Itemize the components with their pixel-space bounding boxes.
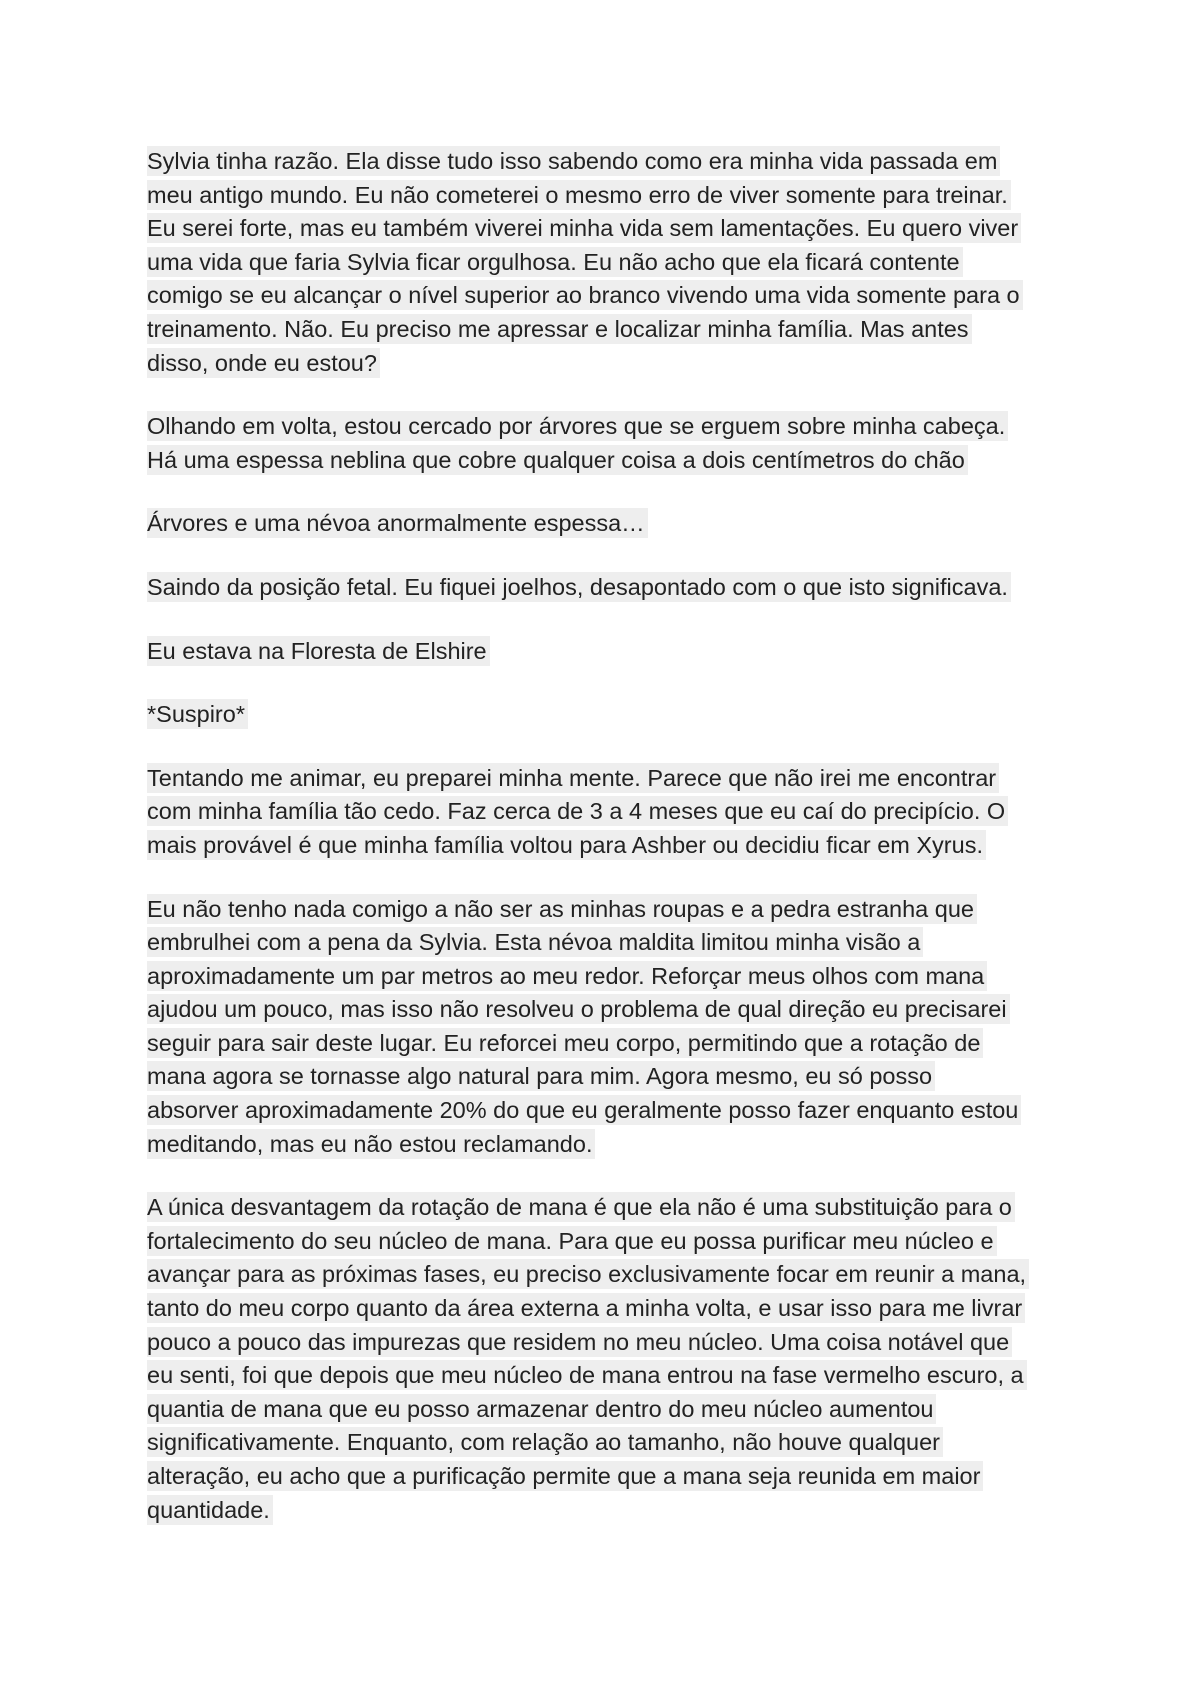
paragraph	[147, 410, 1067, 477]
text-line: Há uma espessa neblina que cobre qualquer coisa a dois centímetros do chão	[147, 445, 968, 475]
paragraph	[147, 1191, 1067, 1527]
paragraph	[147, 571, 1067, 605]
text-line: comigo se eu alcançar o nível superior ao branco vivendo uma vida somente para o	[147, 280, 1023, 310]
document-body	[147, 145, 1067, 1557]
text-line: alteração, eu acho que a purificação permite que a mana seja reunida em maior	[147, 1461, 983, 1491]
text-line: Eu serei forte, mas eu também viverei minha vida sem lamentações. Eu quero viver	[147, 213, 1021, 243]
text-line: mais provável é que minha família voltou para Ashber ou decidiu ficar em Xyrus.	[147, 830, 986, 860]
paragraph	[147, 635, 1067, 669]
text-line: com minha família tão cedo. Faz cerca de 3 a 4 meses que eu caí do precipício. O	[147, 796, 1008, 826]
text-line: meditando, mas eu não estou reclamando.	[147, 1129, 595, 1159]
paragraph	[147, 507, 1067, 541]
text-line: meu antigo mundo. Eu não cometerei o mesmo erro de viver somente para treinar.	[147, 180, 1011, 210]
paragraph	[147, 893, 1067, 1162]
paragraph	[147, 698, 1067, 732]
text-line: pouco a pouco das impurezas que residem no meu núcleo. Uma coisa notável que	[147, 1327, 1012, 1357]
text-line: *Suspiro*	[147, 699, 248, 729]
text-line: quantia de mana que eu posso armazenar dentro do meu núcleo aumentou	[147, 1394, 936, 1424]
text-line: absorver aproximadamente 20% do que eu geralmente posso fazer enquanto estou	[147, 1095, 1021, 1125]
text-line: seguir para sair deste lugar. Eu reforcei meu corpo, permitindo que a rotação de	[147, 1028, 983, 1058]
text-line: embrulhei com a pena da Sylvia. Esta névoa maldita limitou minha visão a	[147, 927, 923, 957]
text-line: Árvores e uma névoa anormalmente espessa…	[147, 508, 648, 538]
text-line: A única desvantagem da rotação de mana é que ela não é uma substituição para o	[147, 1192, 1015, 1222]
text-line: mana agora se tornasse algo natural para mim. Agora mesmo, eu só posso	[147, 1061, 935, 1091]
text-line: Sylvia tinha razão. Ela disse tudo isso sabendo como era minha vida passada em	[147, 146, 1000, 176]
text-line: Eu estava na Floresta de Elshire	[147, 636, 490, 666]
text-line: Eu não tenho nada comigo a não ser as minhas roupas e a pedra estranha que	[147, 894, 977, 924]
text-line: treinamento. Não. Eu preciso me apressar e localizar minha família. Mas antes	[147, 314, 972, 344]
paragraph	[147, 145, 1067, 380]
text-line: fortalecimento do seu núcleo de mana. Para que eu possa purificar meu núcleo e	[147, 1226, 997, 1256]
paragraph	[147, 762, 1067, 863]
text-line: ajudou um pouco, mas isso não resolveu o problema de qual direção eu precisarei	[147, 994, 1010, 1024]
text-line: tanto do meu corpo quanto da área externa a minha volta, e usar isso para me livrar	[147, 1293, 1025, 1323]
text-line: Saindo da posição fetal. Eu fiquei joelhos, desapontado com o que isto significava.	[147, 572, 1011, 602]
text-line: disso, onde eu estou?	[147, 348, 380, 378]
text-line: quantidade.	[147, 1495, 273, 1525]
text-line: avançar para as próximas fases, eu preciso exclusivamente focar em reunir a mana,	[147, 1259, 1029, 1289]
text-line: eu senti, foi que depois que meu núcleo de mana entrou na fase vermelho escuro, a	[147, 1360, 1027, 1390]
text-line: aproximadamente um par metros ao meu redor. Reforçar meus olhos com mana	[147, 961, 987, 991]
text-line: Olhando em volta, estou cercado por árvores que se erguem sobre minha cabeça.	[147, 411, 1008, 441]
text-line: significativamente. Enquanto, com relação ao tamanho, não houve qualquer	[147, 1427, 943, 1457]
text-line: uma vida que faria Sylvia ficar orgulhosa. Eu não acho que ela ficará contente	[147, 247, 963, 277]
text-line: Tentando me animar, eu preparei minha mente. Parece que não irei me encontrar	[147, 763, 999, 793]
